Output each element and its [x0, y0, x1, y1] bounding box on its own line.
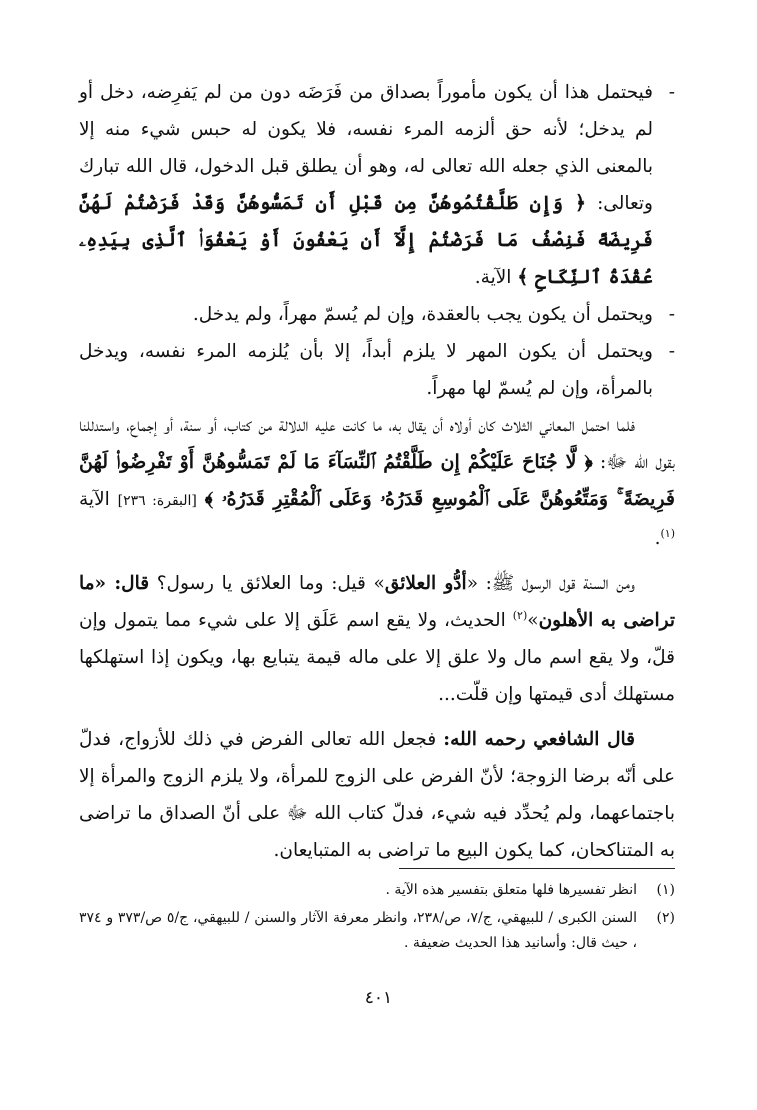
verse-reference: [البقرة: ٢٣٦]: [117, 493, 197, 509]
paragraph-text: الحديث، ولا يقع اسم عَلَق إلا على شيء مما يتمول وإن قلّ، ولا يقع اسم مال ولا علق إلا على ماله قيمة يتبايع بها، ويكون إذا استهلكها مستهلك أدى قيمتها وإن قلّت...: [79, 610, 675, 705]
paragraph-text: ومن السنة قول الرسول ﷺ: «: [466, 573, 635, 594]
paragraph-text: »: [527, 610, 539, 631]
footnote-1: [79, 878, 675, 903]
paragraph-text: ويحتمل أن يكون المهر لا يلزم أبداً، إلا بأن يُلزمه المرء نفسه، ويدخل بالمرأة، وإن لم يُسمّ لها مهراً.: [79, 341, 653, 399]
paragraph-shafii: [79, 721, 675, 869]
bullet-dash: -: [668, 82, 675, 103]
quran-verse: ﴿ وَإِن طَلَّقْتُمُوهُنَّ مِن قَبْلِ أَن تَمَسُّوهُنَّ وَقَدْ فَرَضْتُمْ لَهُنَّ فَرِيضَةً فَنِصْفُ مَا فَرَضْتُمْ إِلَّآ أَن يَعْفُونَ أَوْ يَعْفُوَا۟ ٱلَّذِى بِيَدِهِۦ عُقْدَةُ ٱلنِّكَاحِ ﴾: [79, 192, 653, 288]
page-number: ٤٠١: [364, 988, 393, 1008]
quran-verse: ﴿ لَّا جُنَاحَ عَلَيْكُمْ إِن طَلَّقْتُمُ ٱلنِّسَآءَ مَا لَمْ تَمَسُّوهُنَّ أَوْ تَفْرِضُوا۟ لَهُنَّ فَرِيضَةً ۚ وَمَتِّعُوهُنَّ عَلَى ٱلْمُوسِعِ قَدَرُهُۥ وَعَلَى ٱلْمُقْتِرِ قَدَرُهُۥ ﴾: [79, 451, 675, 510]
footnote-marker-1: (١): [660, 526, 675, 540]
footnote-2: [79, 906, 675, 956]
bullet-dash: -: [668, 341, 675, 362]
paragraph-text: فجعل الله تعالى الفرض في ذلك للأزواج، فدلّ على أنّه برضا الزوجة؛ لأنّ الفرض على الزوج للمرأة، ولا يلزم الزوج والمرأة إلا باجتماعهما، ولم يُحدِّد فيه شيء، فدلّ كتاب الله ﷻ على أنّ الصداق ما تراضى به المتناكحان، كما يكون البيع ما تراضى به المتبايعان.: [79, 729, 675, 861]
footnote-number: (١): [656, 882, 675, 898]
main-text: [79, 74, 675, 869]
paragraph-sunnah: [79, 565, 675, 713]
paragraph-text: ويحتمل أن يكون يجب بالعقدة، وإن لم يُسمّ مهراً، ولم يدخل.: [192, 304, 653, 325]
footnote-divider: [399, 868, 675, 869]
verse-tail: الآية: [79, 489, 110, 510]
footnote-text: السنن الكبرى / للبيهقي، ج/٧، ص/٢٣٨، وانظر معرفة الآثار والسنن / للبيهقي، ج/٥ ص/٣٧٣ و ٣٧٤ ، حيث قال: وأسانيد هذا الحديث ضعيفة .: [79, 910, 638, 951]
paragraph-possibility-2: [79, 296, 675, 333]
footnote-marker-2: (٢): [512, 608, 528, 622]
paragraph-text: » قيل: وما العلائق يا رسول؟: [156, 573, 385, 594]
shafii-lead: قال الشافعي رحمه الله:: [443, 729, 635, 750]
sentence-end: .: [654, 528, 661, 549]
footnotes: [79, 878, 675, 959]
paragraph-possibility-1: [79, 74, 675, 296]
bullet-dash: -: [668, 304, 675, 325]
hadith-bold-1: أدُّو العلائق: [384, 573, 467, 594]
paragraph-conclusion: [79, 407, 675, 557]
footnote-number: (٢): [656, 910, 675, 926]
verse-tail: الآية.: [474, 267, 512, 288]
paragraph-text: فيحتمل هذا أن يكون مأموراً بصداق من فَرَضَه دون من لم يَفرِضه، دخل أو لم يدخل؛ لأنه حق ألزمه المرء نفسه، فلا يكون له حبس شيء منه إلا بالمعنى الذي جعله الله تعالى له، وهو أن يطلق قبل الدخول، قال الله تبارك وتعالى:: [79, 82, 653, 214]
hadith-bold-2: قال: «ما تراضى به الأهلون: [79, 573, 675, 631]
paragraph-text: فلما احتمل المعاني الثلاث كان أولاه أن يقال به، ما كانت عليه الدلالة من كتاب، أو سنة، أو إجماع، واستدللنا بقول الله ﷻ:: [79, 415, 675, 473]
footnote-text: انظر تفسيرها فلها متعلق بتفسير هذه الآية .: [385, 882, 637, 898]
paragraph-possibility-3: [79, 333, 675, 407]
